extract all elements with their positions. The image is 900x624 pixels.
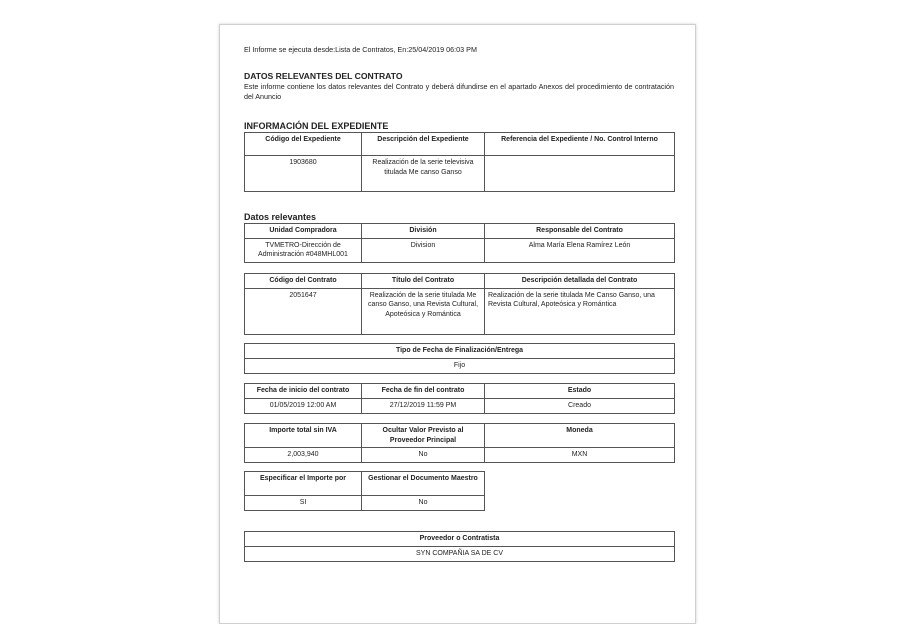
header-division: División [362,224,485,239]
header-unidad-compradora: Unidad Compradora [245,224,362,239]
table-header-row [245,532,675,547]
table-header-row [245,424,675,448]
header-descripcion-expediente: Descripción del Expediente [362,133,485,156]
header-codigo-expediente: Código del Expediente [245,133,362,156]
header-descripcion-contrato: Descripción detallada del Contrato [485,274,675,289]
value-moneda: MXN [485,448,675,463]
header-fecha-fin: Fecha de fin del contrato [362,384,485,399]
header-ocultar-valor: Ocultar Valor Previsto al Proveedor Principal [362,424,485,448]
especificar-table [244,471,485,511]
table-header-row [245,133,675,156]
fechas-table [244,383,675,414]
value-titulo-contrato: Realización de la serie titulada Me canso Ganso, una Revista Cultural, Apoteósica y Romántica [362,288,485,334]
value-ocultar-valor: No [362,448,485,463]
value-gestionar-documento: No [362,496,485,511]
table-header-row [245,274,675,289]
value-tipo-fecha: Fijo [245,358,675,373]
value-codigo-expediente: 1903680 [245,156,362,192]
value-codigo-contrato: 2051647 [245,288,362,334]
value-importe-total: 2,003,940 [245,448,362,463]
section-title: DATOS RELEVANTES DEL CONTRATO [244,71,403,81]
table-row [245,448,675,463]
value-division: Division [362,238,485,262]
intro-paragraph: Este informe contiene los datos relevantes del Contrato y deberá difundirse en el apartado Anexos del procedimiento de contratación del Anuncio [244,82,674,101]
header-fecha-inicio: Fecha de inicio del contrato [245,384,362,399]
header-especificar-importe: Especificar el Importe por [245,472,362,496]
table-row [245,496,485,511]
header-estado: Estado [485,384,675,399]
header-proveedor: Proveedor o Contratista [245,532,675,547]
table-row [245,398,675,413]
value-proveedor: SYN COMPAÑIA SA DE CV [245,546,675,561]
table-header-row [245,224,675,239]
datos-relevantes-title: Datos relevantes [244,212,317,222]
header-moneda: Moneda [485,424,675,448]
header-codigo-contrato: Código del Contrato [245,274,362,289]
header-referencia-expediente: Referencia del Expediente / No. Control Interno [485,133,675,156]
header-importe-total: Importe total sin IVA [245,424,362,448]
expediente-title: INFORMACIÓN DEL EXPEDIENTE [244,121,389,131]
table-row [245,546,675,561]
contrato-table [244,273,675,335]
value-fecha-inicio: 01/05/2019 12:00 AM [245,398,362,413]
value-descripcion-contrato: Realización de la serie titulada Me Canso Ganso, una Revista Cultural, Apoteósica y Romántica [485,288,675,334]
unidad-table [244,223,675,263]
value-fecha-fin: 27/12/2019 11:59 PM [362,398,485,413]
table-row [245,358,675,373]
table-row [245,238,675,262]
value-especificar-importe: SI [245,496,362,511]
expediente-table [244,132,675,192]
tipo-fecha-table [244,343,675,374]
run-info: El Informe se ejecuta desde:Lista de Contratos, En:25/04/2019 06:03 PM [244,45,477,54]
importe-table [244,423,675,463]
value-unidad-compradora: TVMETRO-Dirección de Administración #048MHL001 [245,238,362,262]
header-tipo-fecha: Tipo de Fecha de Finalización/Entrega [245,344,675,359]
value-referencia-expediente [485,156,675,192]
table-header-row [245,344,675,359]
report-page [219,24,696,624]
table-header-row [245,472,485,496]
table-row [245,288,675,334]
value-descripcion-expediente: Realización de la serie televisiva titulada Me canso Ganso [362,156,485,192]
value-estado: Creado [485,398,675,413]
header-gestionar-documento: Gestionar el Documento Maestro [362,472,485,496]
table-row [245,156,675,192]
proveedor-table [244,531,675,562]
header-titulo-contrato: Título del Contrato [362,274,485,289]
table-header-row [245,384,675,399]
value-responsable: Alma María Elena Ramírez León [485,238,675,262]
header-responsable: Responsable del Contrato [485,224,675,239]
